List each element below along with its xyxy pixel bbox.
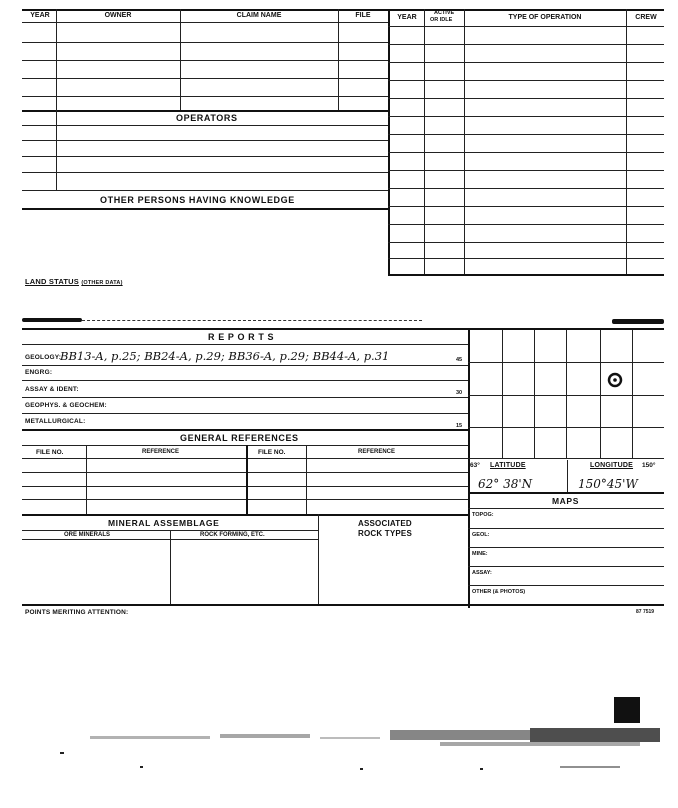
latitude-value: 62° 38'N [478,477,533,491]
rock-types-header: ROCK TYPES [358,529,413,538]
ore-minerals-header: ORE MINERALS [64,532,111,538]
operators-title: OPERATORS [176,113,238,123]
maps-topog-label: TOPOG: [472,512,494,518]
geology-value: BB13-A, p.25; BB24-A, p.29; BB36-A, p.29; BB44-A, p.31 [60,349,390,363]
lon-tick-label: 150° [642,462,656,469]
maps-title: MAPS [552,496,579,506]
rock-forming-header: ROCK FORMING, ETC. [200,532,265,538]
ops-type-header: TYPE OF OPERATION [508,14,582,21]
lat-tick-label: 63° [470,462,480,469]
assay-ident-label: ASSAY & IDENT: [25,386,79,393]
metallurgical-label: METALLURGICAL: [25,418,86,425]
latitude-label: LATITUDE [490,462,526,469]
ref-file-no-header-2: FILE NO. [258,449,286,456]
geophys-label: GEOPHYS. & GEOCHEM: [25,402,107,409]
land-status-text: LAND STATUS [25,277,80,286]
longitude-label: LONGITUDE [590,462,634,469]
other-persons-title: OTHER PERSONS HAVING KNOWLEDGE [100,195,295,205]
geology-label: GEOLOGY: [25,354,62,361]
year-header: YEAR [30,12,50,19]
scan-block-mark [614,697,640,723]
maps-other-label: OTHER (& PHOTOS) [472,589,526,595]
longitude-value: 150°45'W [578,477,638,491]
ops-idle-header: OR IDLE [430,17,453,23]
ref-reference-header-2: REFERENCE [358,449,396,455]
engrg-label: ENGRG: [25,369,53,376]
land-status-note: (OTHER DATA) [81,280,123,286]
ops-crew-header: CREW [635,14,657,21]
maps-mine-label: MINE: [472,551,488,557]
margin-45: 45 [456,357,463,363]
maps-assay-label: ASSAY: [472,570,492,576]
points-meriting-label: POINTS MERITING ATTENTION: [25,609,129,616]
land-status-label [25,277,123,286]
associated-header: ASSOCIATED [358,519,412,528]
reports-title: R E P O R T S [208,332,275,342]
form-number: 87 7519 [636,609,655,615]
scan-bar-left [22,318,82,322]
claim-name-header: CLAIM NAME [236,12,282,19]
ref-file-no-header-1: FILE NO. [36,449,64,456]
scan-bar-right [612,319,664,324]
ops-year-header: YEAR [397,14,417,21]
general-references-title: GENERAL REFERENCES [180,433,299,443]
margin-30: 30 [456,390,463,396]
ops-active-header: ACTIVE [434,10,455,16]
maps-geol-label: GEOL: [472,532,490,538]
owner-header: OWNER [104,12,132,19]
scan-noise-strip [60,722,666,772]
file-header: FILE [355,12,371,19]
ref-reference-header-1: REFERENCE [142,449,180,455]
location-marker-icon [607,372,623,388]
mineral-assemblage-title: MINERAL ASSEMBLAGE [108,518,220,528]
margin-15: 15 [456,423,463,429]
